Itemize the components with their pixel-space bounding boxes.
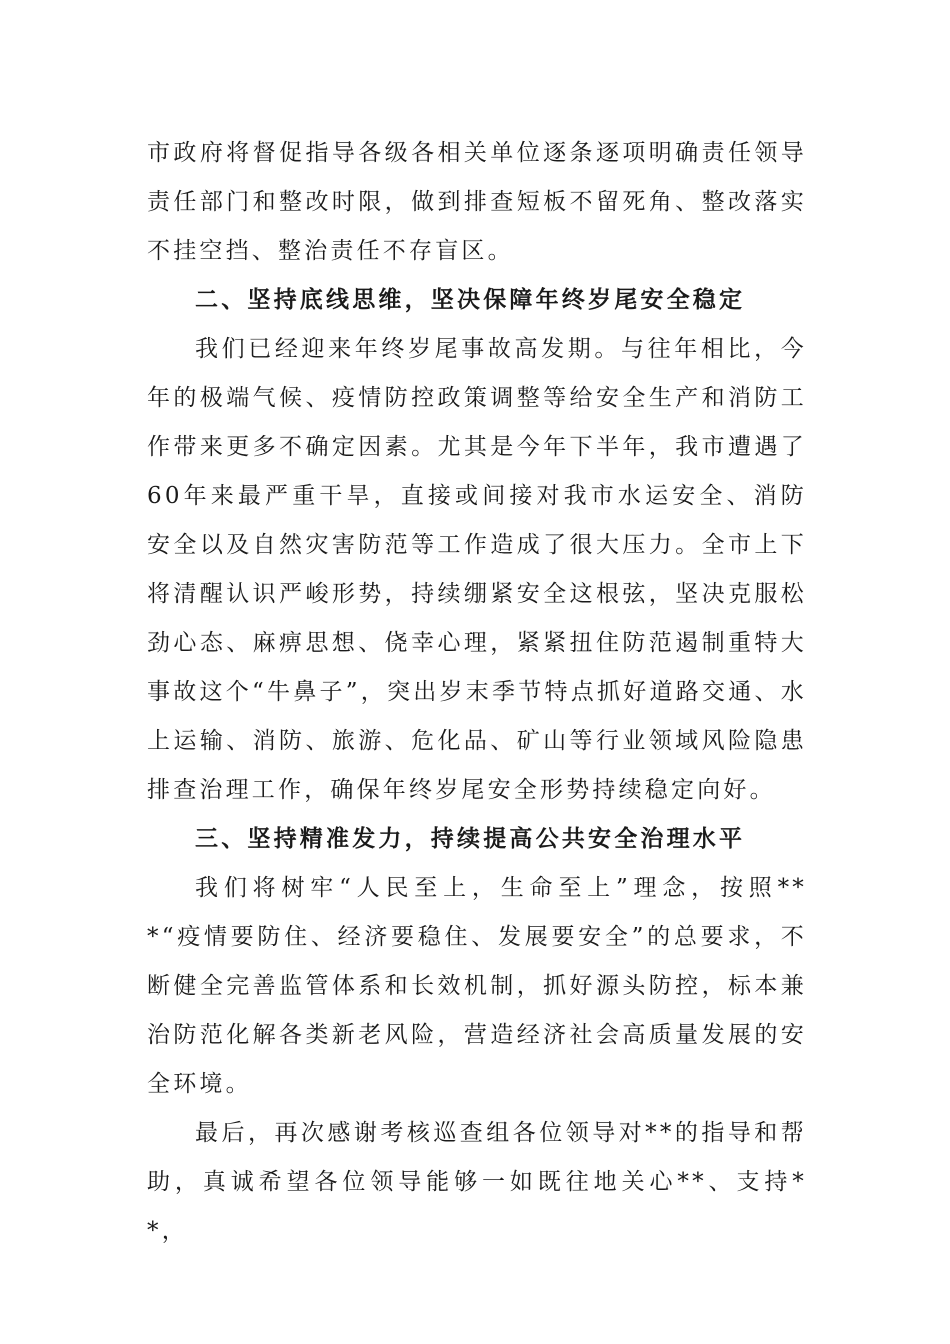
document-body <box>147 129 807 1256</box>
paragraph-continuation: 市政府将督促指导各级各相关单位逐条逐项明确责任领导责任部门和整改时限，做到排查短板不留死角、整改落实不挂空挡、整治责任不存盲区。 <box>147 140 807 264</box>
paragraph-closing: 最后，再次感谢考核巡查组各位领导对**的指导和帮助，真诚希望各位领导能够一如既往地关心**、支持**， <box>147 1120 807 1244</box>
section-heading-3: 三、坚持精准发力，持续提高公共安全治理水平 <box>195 826 746 852</box>
paragraph-section-2: 我们已经迎来年终岁尾事故高发期。与往年相比，今年的极端气候、疫情防控政策调整等给安全生产和消防工作带来更多不确定因素。尤其是今年下半年，我市遭遇了60年来最严重干旱，直接或间接对我市水运安全、消防安全以及自然灾害防范等工作造成了很大压力。全市上下将清醒认识严峻形势，持续绷紧安全这根弦，坚决克服松劲心态、麻痹思想、侥幸心理，紧紧扭住防范遏制重特大事故这个“牛鼻子”，突出岁末季节特点抓好道路交通、水上运输、消防、旅游、危化品、矿山等行业领域风险隐患排查治理工作，确保年终岁尾安全形势持续稳定向好。 <box>147 336 807 803</box>
section-heading-2: 二、坚持底线思维，坚决保障年终岁尾安全稳定 <box>195 287 746 313</box>
paragraph-section-3: 我们将树牢“人民至上，生命至上”理念，按照***“疫情要防住、经济要稳住、发展要安全”的总要求，不断健全完善监管体系和长效机制，抓好源头防控，标本兼治防范化解各类新老风险，营造经济社会高质量发展的安全环境。 <box>147 875 807 1097</box>
